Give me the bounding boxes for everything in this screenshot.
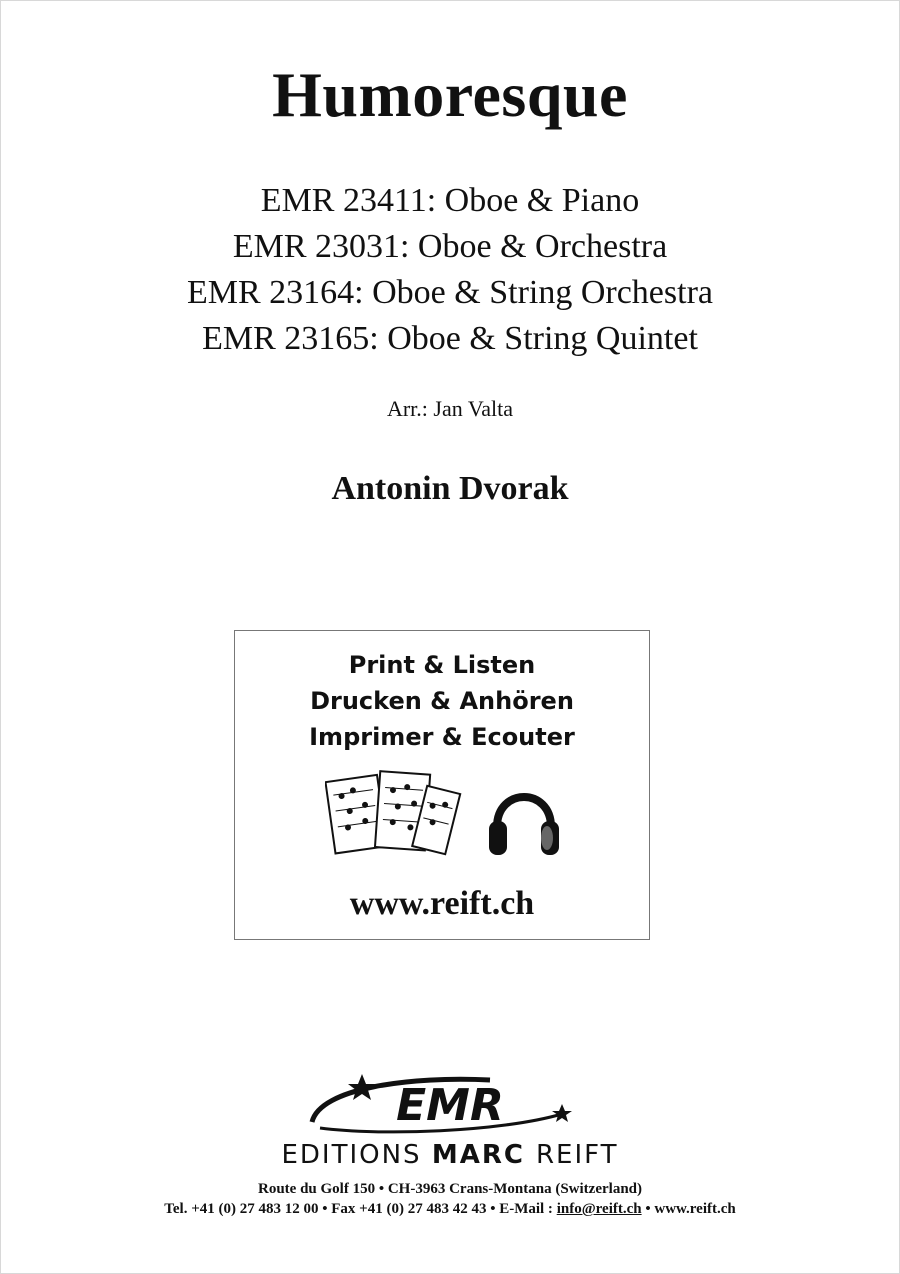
publisher-name-part: MARC [431, 1140, 536, 1170]
edition-item: EMR 23164: Oboe & String Orchestra [187, 274, 713, 311]
print-listen-box[interactable] [234, 630, 650, 940]
arranger: Arr.: Jan Valta [386, 396, 514, 421]
publisher-name-part: REIFT [535, 1140, 619, 1170]
composer: Antonin Dvorak [331, 470, 569, 507]
publisher-name-part: EDITIONS [281, 1140, 432, 1170]
promo-line: Imprimer & Ecouter [309, 723, 575, 751]
email-link[interactable]: info@reift.ch [556, 1201, 642, 1217]
promo-line: Print & Listen [348, 651, 536, 679]
contact-phone-fax: Tel. +41 (0) 27 483 12 00 • Fax +41 (0) 27 483 42 43 • E-Mail : [164, 1201, 557, 1217]
edition-item: EMR 23411: Oboe & Piano [260, 182, 640, 219]
publisher-name [0, 1140, 900, 1170]
page-title: Humoresque [272, 59, 628, 130]
promo-icons [325, 769, 565, 869]
edition-list [0, 178, 900, 362]
sheet-music-icon [325, 771, 460, 854]
logo-text: EMR [396, 1080, 504, 1131]
edition-item: EMR 23031: Oboe & Orchestra [232, 228, 668, 265]
publisher-contact [0, 1201, 900, 1218]
promo-line: Drucken & Anhören [310, 687, 574, 715]
publisher-address: Route du Golf 150 • CH-3963 Crans-Montana (Switzerland) [258, 1181, 642, 1197]
emr-logo [300, 1070, 600, 1140]
promo-url-link[interactable]: www.reift.ch [349, 885, 535, 922]
edition-item: EMR 23165: Oboe & String Quintet [202, 320, 698, 357]
contact-website: • www.reift.ch [641, 1201, 736, 1217]
headphones-icon [489, 797, 559, 855]
promo-text [235, 647, 649, 755]
